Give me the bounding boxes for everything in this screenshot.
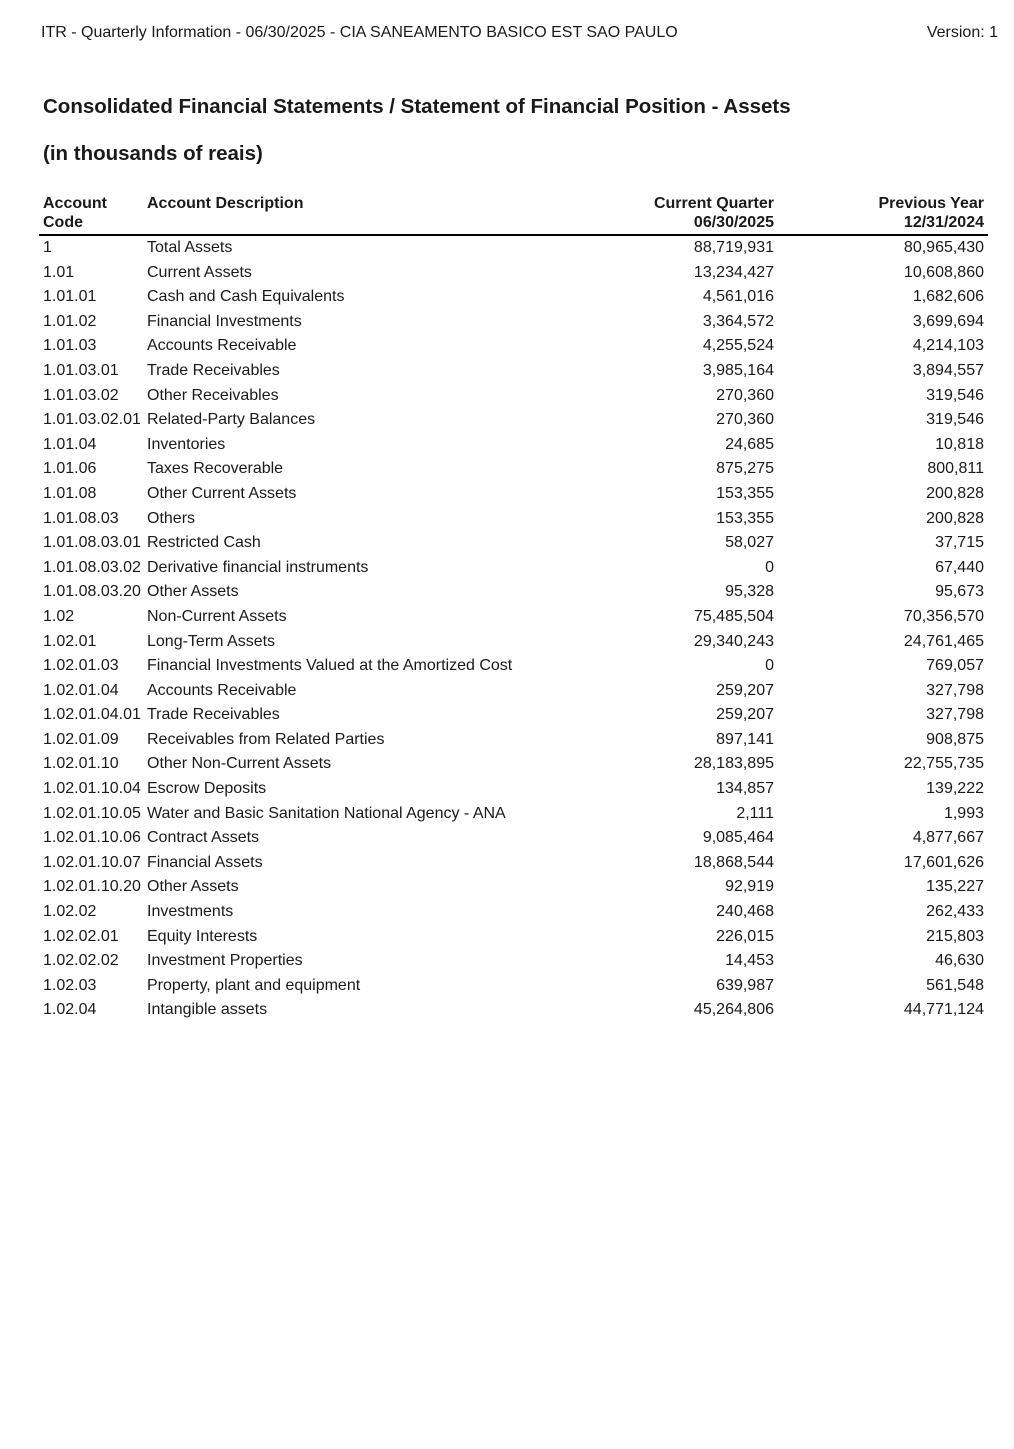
spacer-cell: [778, 679, 812, 704]
account-code-cell: 1.01.08.03.02: [43, 558, 141, 576]
previous-year-value-cell: 22,755,735: [903, 755, 984, 773]
account-code-cell: 1.02.01.10.07: [43, 853, 141, 871]
account-code-cell: 1.01.02: [43, 312, 97, 330]
account-description-cell: Financial Investments: [147, 312, 302, 330]
account-description-cell: Trade Receivables: [147, 361, 280, 379]
account-description-cell: Other Assets: [147, 878, 239, 896]
previous-year-value-cell: 327,798: [926, 681, 984, 699]
assets-table-container: [39, 194, 988, 1023]
previous-year-value-cell: 10,608,860: [903, 263, 984, 281]
column-header-account-description-text: Account Description: [147, 195, 304, 212]
table-row: [39, 384, 988, 409]
account-description-cell: Accounts Receivable: [147, 681, 297, 699]
account-code-cell: 1.01.01: [43, 288, 97, 306]
spacer-cell: [778, 580, 812, 605]
previous-year-value-cell: 319,546: [926, 411, 984, 429]
account-code-cell: 1.01.08.03.20: [43, 583, 141, 601]
table-header: [39, 194, 988, 235]
column-header-current-quarter-date: 06/30/2025: [693, 214, 774, 231]
table-row: [39, 900, 988, 925]
spacer-cell: [778, 630, 812, 655]
previous-year-value-cell: 3,699,694: [912, 312, 984, 330]
table-row: [39, 531, 988, 556]
account-description-cell: Restricted Cash: [147, 534, 261, 552]
account-description-cell: Other Non-Current Assets: [147, 755, 332, 773]
table-row: [39, 310, 988, 335]
account-code-cell: 1.02.01.03: [43, 657, 119, 675]
account-code-cell: 1.02.01: [43, 632, 97, 650]
table-row: [39, 826, 988, 851]
table-row: [39, 851, 988, 876]
current-quarter-value-cell: 58,027: [725, 534, 774, 552]
table-row: [39, 408, 988, 433]
spacer-cell: [778, 949, 812, 974]
account-description-cell: Trade Receivables: [147, 706, 280, 724]
table-row: [39, 998, 988, 1023]
account-code-cell: 1.01.03: [43, 337, 97, 355]
table-row: [39, 605, 988, 630]
table-row: [39, 925, 988, 950]
current-quarter-value-cell: 259,207: [716, 681, 774, 699]
account-description-cell: Financial Assets: [147, 853, 263, 871]
previous-year-value-cell: 262,433: [926, 903, 984, 921]
account-description-cell: Equity Interests: [147, 927, 258, 945]
table-row: [39, 654, 988, 679]
table-row: [39, 556, 988, 581]
spacer-cell: [778, 261, 812, 286]
account-description-cell: Current Assets: [147, 263, 252, 281]
spacer-cell: [778, 531, 812, 556]
current-quarter-value-cell: 270,360: [716, 411, 774, 429]
account-code-cell: 1.02.01.10.20: [43, 878, 141, 896]
previous-year-value-cell: 200,828: [926, 509, 984, 527]
table-row: [39, 630, 988, 655]
spacer-cell: [778, 556, 812, 581]
column-header-spacer: [778, 194, 812, 235]
spacer-cell: [778, 507, 812, 532]
spacer-cell: [778, 433, 812, 458]
table-row: [39, 777, 988, 802]
current-quarter-value-cell: 897,141: [716, 730, 774, 748]
previous-year-value-cell: 24,761,465: [903, 632, 984, 650]
table-row: [39, 728, 988, 753]
account-description-cell: Receivables from Related Parties: [147, 730, 385, 748]
account-code-cell: 1.02.01.10.04: [43, 780, 141, 798]
account-code-cell: 1: [43, 239, 52, 256]
spacer-cell: [778, 408, 812, 433]
spacer-cell: [778, 777, 812, 802]
current-quarter-value-cell: 29,340,243: [693, 632, 774, 650]
spacer-cell: [778, 974, 812, 999]
account-description-cell: Investment Properties: [147, 952, 303, 970]
account-description-cell: Long-Term Assets: [147, 632, 276, 650]
current-quarter-value-cell: 3,364,572: [702, 312, 774, 330]
spacer-cell: [778, 728, 812, 753]
table-header-row: [39, 194, 988, 235]
table-row: [39, 949, 988, 974]
table-row: [39, 261, 988, 286]
current-quarter-value-cell: 75,485,504: [693, 607, 774, 625]
previous-year-value-cell: 10,818: [935, 435, 984, 453]
account-code-cell: 1.02.01.04.01: [43, 706, 141, 724]
current-quarter-value-cell: 3,985,164: [702, 361, 774, 379]
current-quarter-value-cell: 153,355: [716, 509, 774, 527]
column-header-previous-year-date: 12/31/2024: [903, 214, 984, 231]
account-description-cell: Total Assets: [147, 239, 233, 256]
account-description-cell: Water and Basic Sanitation National Agency - ANA: [147, 804, 506, 822]
spacer-cell: [778, 998, 812, 1023]
account-code-cell: 1.02.01.09: [43, 730, 119, 748]
spacer-cell: [778, 875, 812, 900]
previous-year-value-cell: 44,771,124: [903, 1001, 984, 1019]
previous-year-value-cell: 139,222: [926, 780, 984, 798]
account-code-cell: 1.01.06: [43, 460, 97, 478]
account-code-cell: 1.02.03: [43, 976, 97, 994]
previous-year-value-cell: 800,811: [927, 460, 984, 478]
account-code-cell: 1.02.01.04: [43, 681, 119, 699]
previous-year-value-cell: 4,877,667: [912, 829, 984, 847]
current-quarter-value-cell: 153,355: [716, 484, 774, 502]
column-header-account-description: [143, 194, 604, 235]
page-header: [41, 23, 998, 43]
account-description-cell: Other Receivables: [147, 386, 279, 404]
column-header-account-code-line2: Code: [43, 214, 83, 231]
spacer-cell: [778, 359, 812, 384]
table-row: [39, 433, 988, 458]
current-quarter-value-cell: 92,919: [725, 878, 774, 896]
column-header-account-code-line1: Account: [43, 195, 107, 212]
table-row: [39, 235, 988, 261]
current-quarter-value-cell: 18,868,544: [693, 853, 774, 871]
account-description-cell: Investments: [147, 903, 234, 921]
account-description-cell: Inventories: [147, 435, 226, 453]
account-description-cell: Others: [147, 509, 196, 527]
table-row: [39, 875, 988, 900]
table-row: [39, 334, 988, 359]
account-description-cell: Non-Current Assets: [147, 607, 287, 625]
table-row: [39, 359, 988, 384]
column-header-previous-year-line1: Previous Year: [878, 195, 984, 212]
spacer-cell: [778, 802, 812, 827]
spacer-cell: [778, 285, 812, 310]
current-quarter-value-cell: 14,453: [725, 952, 774, 970]
account-code-cell: 1.02: [43, 607, 75, 625]
account-description-cell: Accounts Receivable: [147, 337, 297, 355]
spacer-cell: [778, 235, 812, 261]
spacer-cell: [778, 334, 812, 359]
spacer-cell: [778, 654, 812, 679]
table-row: [39, 457, 988, 482]
previous-year-value-cell: 95,673: [935, 583, 984, 601]
current-quarter-value-cell: 45,264,806: [693, 1001, 774, 1019]
column-header-account-code: [39, 194, 143, 235]
table-row: [39, 703, 988, 728]
previous-year-value-cell: 70,356,570: [903, 607, 984, 625]
table-row: [39, 507, 988, 532]
previous-year-value-cell: 1,993: [943, 804, 984, 822]
document-title: Consolidated Financial Statements / Statement of Financial Position - Assets: [43, 95, 791, 118]
spacer-cell: [778, 826, 812, 851]
current-quarter-value-cell: 259,207: [716, 706, 774, 724]
account-description-cell: Escrow Deposits: [147, 780, 267, 798]
current-quarter-value-cell: 13,234,427: [693, 263, 774, 281]
table-row: [39, 752, 988, 777]
spacer-cell: [778, 605, 812, 630]
account-code-cell: 1.02.02.01: [43, 927, 119, 945]
column-header-current-quarter: [604, 194, 778, 235]
previous-year-value-cell: 561,548: [926, 976, 984, 994]
account-code-cell: 1.02.01.10.06: [43, 829, 141, 847]
account-code-cell: 1.01: [43, 263, 75, 281]
account-description-cell: Taxes Recoverable: [147, 460, 284, 478]
spacer-cell: [778, 900, 812, 925]
spacer-cell: [778, 482, 812, 507]
current-quarter-value-cell: 639,987: [716, 976, 774, 994]
column-header-current-quarter-line1: Current Quarter: [653, 195, 774, 212]
account-code-cell: 1.02.02.02: [43, 952, 119, 970]
current-quarter-value-cell: 0: [765, 558, 774, 576]
current-quarter-value-cell: 28,183,895: [693, 755, 774, 773]
table-row: [39, 802, 988, 827]
report-title: ITR - Quarterly Information - 06/30/2025 - CIA SANEAMENTO BASICO EST SAO PAULO: [41, 24, 678, 41]
previous-year-value-cell: 67,440: [935, 558, 984, 576]
table-row: [39, 974, 988, 999]
previous-year-value-cell: 1,682,606: [912, 288, 984, 306]
spacer-cell: [778, 310, 812, 335]
table-body: [39, 235, 988, 1023]
account-code-cell: 1.01.04: [43, 435, 97, 453]
previous-year-value-cell: 80,965,430: [903, 239, 984, 256]
current-quarter-value-cell: 270,360: [716, 386, 774, 404]
current-quarter-value-cell: 88,719,931: [693, 239, 774, 256]
account-code-cell: 1.01.08: [43, 484, 97, 502]
account-code-cell: 1.01.08.03.01: [43, 534, 141, 552]
assets-table: [39, 194, 988, 1023]
current-quarter-value-cell: 240,468: [716, 903, 774, 921]
previous-year-value-cell: 46,630: [935, 952, 984, 970]
current-quarter-value-cell: 875,275: [716, 460, 774, 478]
account-description-cell: Contract Assets: [147, 829, 260, 847]
account-code-cell: 1.02.01.10.05: [43, 804, 141, 822]
account-code-cell: 1.02.02: [43, 903, 97, 921]
previous-year-value-cell: 908,875: [926, 730, 984, 748]
spacer-cell: [778, 752, 812, 777]
current-quarter-value-cell: 134,857: [716, 780, 774, 798]
account-code-cell: 1.01.03.02.01: [43, 411, 141, 429]
previous-year-value-cell: 37,715: [935, 534, 984, 552]
table-row: [39, 285, 988, 310]
account-description-cell: Financial Investments Valued at the Amortized Cost: [147, 657, 513, 675]
account-code-cell: 1.01.08.03: [43, 509, 119, 527]
account-code-cell: 1.02.01.10: [43, 755, 119, 773]
current-quarter-value-cell: 24,685: [725, 435, 774, 453]
account-description-cell: Cash and Cash Equivalents: [147, 288, 345, 306]
account-code-cell: 1.01.03.02: [43, 386, 119, 404]
current-quarter-value-cell: 0: [765, 657, 774, 675]
current-quarter-value-cell: 4,561,016: [702, 288, 774, 306]
previous-year-value-cell: 3,894,557: [912, 361, 984, 379]
current-quarter-value-cell: 2,111: [736, 804, 774, 822]
account-description-cell: Other Assets: [147, 583, 239, 601]
account-description-cell: Intangible assets: [147, 1001, 268, 1019]
spacer-cell: [778, 925, 812, 950]
previous-year-value-cell: 769,057: [926, 657, 984, 675]
current-quarter-value-cell: 9,085,464: [702, 829, 774, 847]
previous-year-value-cell: 215,803: [926, 927, 984, 945]
previous-year-value-cell: 135,227: [926, 878, 984, 896]
spacer-cell: [778, 703, 812, 728]
document-subtitle: (in thousands of reais): [43, 142, 263, 165]
spacer-cell: [778, 384, 812, 409]
version-label: Version: 1: [926, 24, 998, 41]
previous-year-value-cell: 4,214,103: [912, 337, 984, 355]
current-quarter-value-cell: 226,015: [716, 927, 774, 945]
account-description-cell: Derivative financial instruments: [147, 558, 369, 576]
account-description-cell: Property, plant and equipment: [147, 976, 361, 994]
table-row: [39, 482, 988, 507]
account-code-cell: 1.02.04: [43, 1001, 97, 1019]
current-quarter-value-cell: 95,328: [725, 583, 774, 601]
table-row: [39, 580, 988, 605]
account-description-cell: Related-Party Balances: [147, 411, 316, 429]
previous-year-value-cell: 319,546: [926, 386, 984, 404]
spacer-cell: [778, 851, 812, 876]
current-quarter-value-cell: 4,255,524: [702, 337, 774, 355]
column-header-previous-year: [812, 194, 988, 235]
table-row: [39, 679, 988, 704]
account-code-cell: 1.01.03.01: [43, 361, 119, 379]
spacer-cell: [778, 457, 812, 482]
previous-year-value-cell: 17,601,626: [903, 853, 984, 871]
account-description-cell: Other Current Assets: [147, 484, 297, 502]
previous-year-value-cell: 200,828: [926, 484, 984, 502]
previous-year-value-cell: 327,798: [926, 706, 984, 724]
